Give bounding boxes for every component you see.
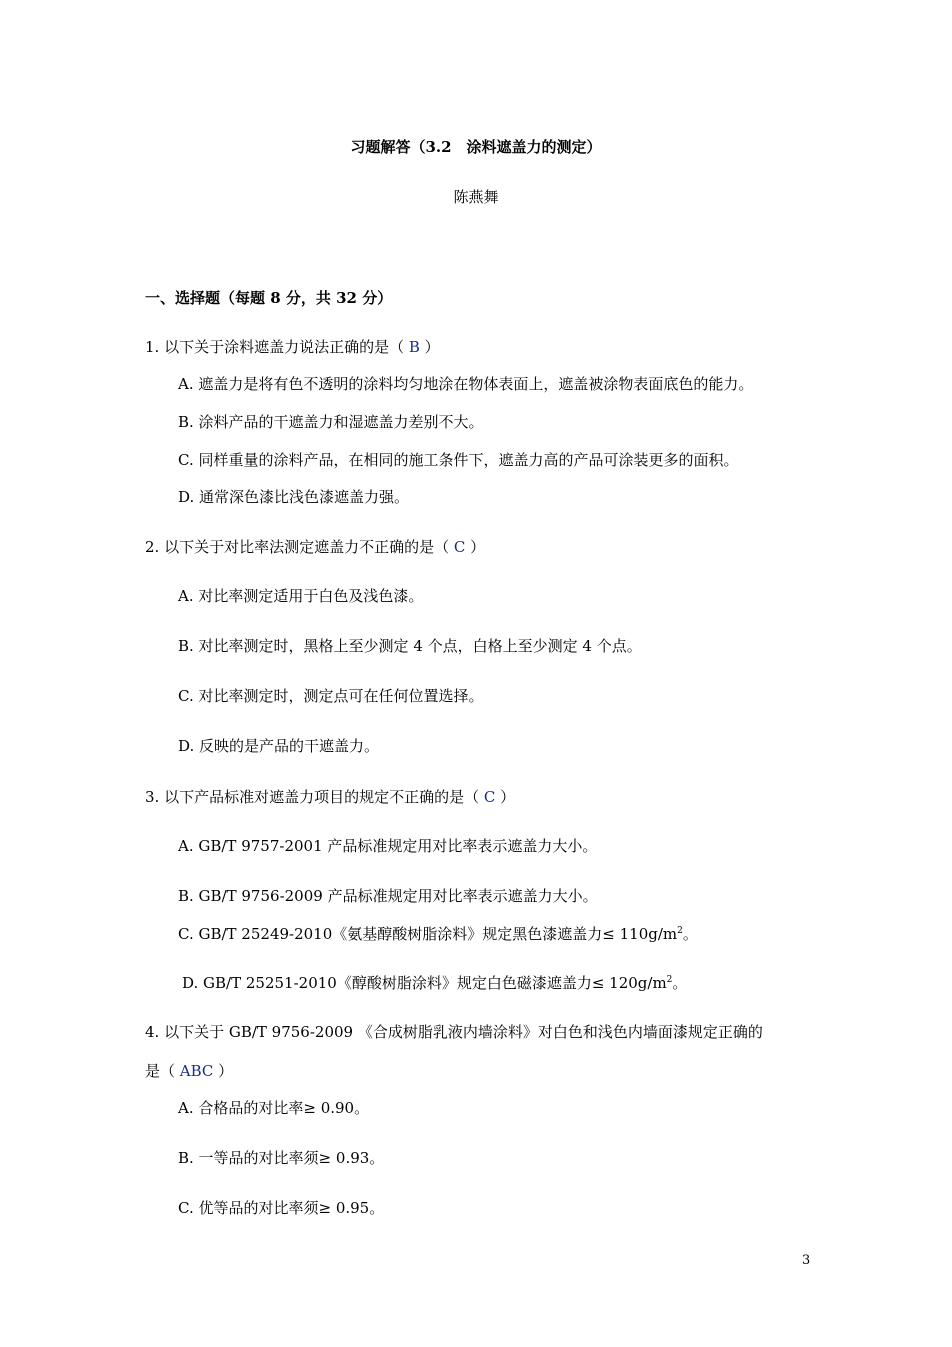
question-3-option-d-exponent: 2 (666, 975, 673, 985)
question-3-option-d-text: D. GB/T 25251-2010《醇酸树脂涂料》规定白色磁漆遮盖力≤ 120g/m (182, 974, 667, 992)
question-2-answer: C (453, 538, 466, 556)
question-1-option-a: A. 遮盖力是将有色不透明的涂料均匀地涂在物体表面上，遮盖被涂物表面底色的能力。 (178, 375, 754, 393)
question-1-option-d: D. 通常深色漆比浅色漆遮盖力强。 (178, 488, 410, 506)
question-4-stem-close: ） (213, 1062, 234, 1080)
question-3-stem-close: ） (495, 788, 516, 806)
question-1-stem-close: ） (419, 338, 440, 356)
question-2-stem (145, 537, 485, 557)
question-2-stem-close: ） (465, 538, 486, 556)
question-2-stem-text: 2. 以下关于对比率法测定遮盖力不正确的是（ (145, 538, 454, 556)
question-4-option-c: C. 优等品的对比率须≥ 0.95。 (178, 1199, 385, 1217)
author-name: 陈燕舞 (453, 188, 499, 206)
question-3-option-b: B. GB/T 9756-2009 产品标准规定用对比率表示遮盖力大小。 (178, 887, 598, 905)
question-4-option-a: A. 合格品的对比率≥ 0.90。 (178, 1099, 370, 1117)
question-4-stem-line-1: 4. 以下关于 GB/T 9756-2009 《合成树脂乳液内墙涂料》对白色和浅色内墙面漆规定正确的 (145, 1023, 763, 1041)
page-number: 3 (802, 1253, 811, 1268)
question-3-option-c-period: 。 (682, 925, 698, 943)
question-3-option-a: A. GB/T 9757-2001 产品标准规定用对比率表示遮盖力大小。 (178, 837, 598, 855)
question-3-option-d-period: 。 (672, 974, 688, 992)
question-4-option-b: B. 一等品的对比率须≥ 0.93。 (178, 1149, 385, 1167)
question-4-stem-line-2 (145, 1061, 233, 1081)
question-1-stem-text: 1. 以下关于涂料遮盖力说法正确的是（ (145, 338, 409, 356)
question-3-stem-text: 3. 以下产品标准对遮盖力项目的规定不正确的是（ (145, 788, 484, 806)
section-heading: 一、选择题（每题 8 分，共 32 分） (145, 289, 393, 307)
question-1-stem (145, 337, 440, 357)
question-3-stem (145, 787, 515, 807)
question-1-answer: B (408, 338, 420, 356)
question-1-option-b: B. 涂料产品的干遮盖力和湿遮盖力差别不大。 (178, 413, 484, 431)
question-3-option-c-exponent: 2 (677, 926, 683, 936)
question-1-option-c: C. 同样重量的涂料产品，在相同的施工条件下，遮盖力高的产品可涂装更多的面积。 (178, 451, 739, 469)
question-3-answer: C (483, 788, 496, 806)
question-2-option-b: B. 对比率测定时，黑格上至少测定 4 个点，白格上至少测定 4 个点。 (178, 637, 642, 655)
question-3-option-c-text: C. GB/T 25249-2010《氨基醇酸树脂涂料》规定黑色漆遮盖力≤ 110g/m (178, 925, 678, 943)
question-2-option-c: C. 对比率测定时，测定点可在任何位置选择。 (178, 687, 484, 705)
question-4-answer: ABC (179, 1062, 214, 1080)
question-2-option-d: D. 反映的是产品的干遮盖力。 (178, 737, 380, 755)
question-2-option-a: A. 对比率测定适用于白色及浅色漆。 (178, 587, 424, 605)
question-3-option-d (182, 973, 687, 993)
question-4-stem-text: 是（ (145, 1062, 180, 1080)
question-3-option-c (178, 924, 698, 944)
document-title: 习题解答（3.2 涂料遮盖力的测定） (350, 138, 602, 156)
